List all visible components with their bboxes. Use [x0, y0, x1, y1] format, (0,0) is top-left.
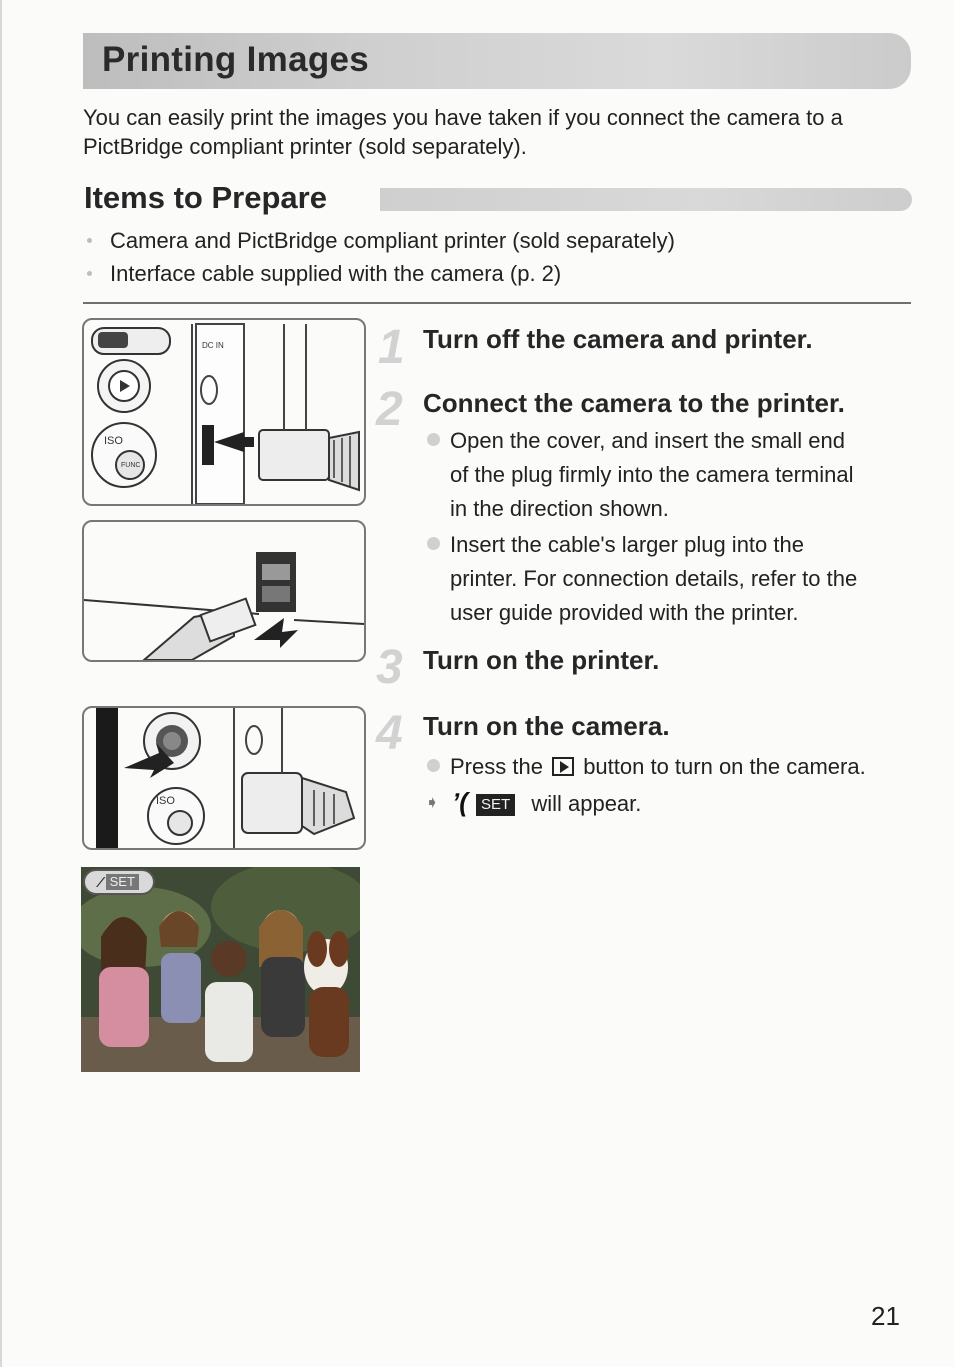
camera-terminal-drawing — [84, 320, 364, 504]
step-result-line — [452, 785, 912, 821]
step-bullet-icon — [427, 537, 440, 550]
result-arrow-icon: ➧ — [425, 793, 440, 812]
press-text-before: Press the — [450, 754, 543, 779]
step-title: Connect the camera to the printer. — [423, 388, 845, 418]
svg-text:DC IN: DC IN — [202, 341, 224, 350]
step-bullet-text: Open the cover, and insert the small end — [450, 428, 846, 453]
step-bullet-text: user guide provided with the printer. — [450, 600, 799, 625]
prepare-item — [83, 224, 903, 257]
play-button-icon — [552, 757, 574, 776]
prepare-heading-bar — [380, 188, 912, 211]
svg-text:ISO: ISO — [104, 435, 123, 447]
printer-connect-illustration — [82, 520, 366, 662]
intro-paragraph: You can easily print the images you have taken if you connect the camera to a PictBridge compliant printer (sold separately). — [83, 105, 843, 159]
prepare-item-text: Interface cable supplied with the camera (p. 2) — [110, 261, 562, 286]
step-title: Turn on the printer. — [423, 645, 660, 675]
svg-text:ISO: ISO — [156, 795, 175, 807]
step-number: 4 — [376, 707, 403, 760]
power-button-drawing — [84, 708, 364, 848]
step-number: 1 — [378, 321, 405, 374]
result-text: will appear. — [531, 791, 642, 816]
prepare-item-text: Camera and PictBridge compliant printer (sold separately) — [110, 228, 675, 253]
step-number: 2 — [376, 383, 403, 436]
camera-connect-illustration — [82, 318, 366, 506]
step-title: Turn on the camera. — [423, 711, 670, 741]
children-with-dog-photo — [81, 867, 360, 1072]
print-ready-badge — [83, 869, 155, 895]
set-label: SET — [106, 874, 139, 890]
step-bullet-icon — [427, 433, 440, 446]
prepare-item — [83, 257, 903, 290]
page-edge — [0, 0, 2, 1367]
page-title: Printing Images — [102, 40, 370, 79]
print-arrow-icon: ʼ( — [452, 787, 468, 817]
step-bullet-text: printer. For connection details, refer to the — [450, 566, 858, 591]
prepare-heading: Items to Prepare — [84, 180, 327, 215]
step-number: 3 — [376, 641, 403, 694]
power-on-illustration — [82, 706, 366, 850]
step-bullet-text: of the plug firmly into the camera terminal — [450, 462, 854, 487]
set-label: SET — [476, 794, 515, 816]
photo-preview — [81, 867, 360, 1072]
step-bullet-icon — [427, 759, 440, 772]
step-bullet-text: in the direction shown. — [450, 496, 669, 521]
step-title: Turn off the camera and printer. — [423, 324, 813, 354]
page-number: 21 — [871, 1301, 900, 1331]
section-divider — [83, 302, 911, 304]
step-bullet-text: Insert the cable's larger plug into the — [450, 532, 804, 557]
print-arrow-icon: ⁄ — [99, 873, 102, 891]
list-bullet-icon — [87, 271, 92, 276]
printer-port-drawing — [84, 522, 364, 660]
svg-text:FUNC: FUNC — [121, 462, 141, 469]
list-bullet-icon — [87, 238, 92, 243]
press-text-after: button to turn on the camera. — [583, 754, 866, 779]
step-bullet-line — [450, 750, 920, 784]
prepare-list — [83, 224, 903, 290]
